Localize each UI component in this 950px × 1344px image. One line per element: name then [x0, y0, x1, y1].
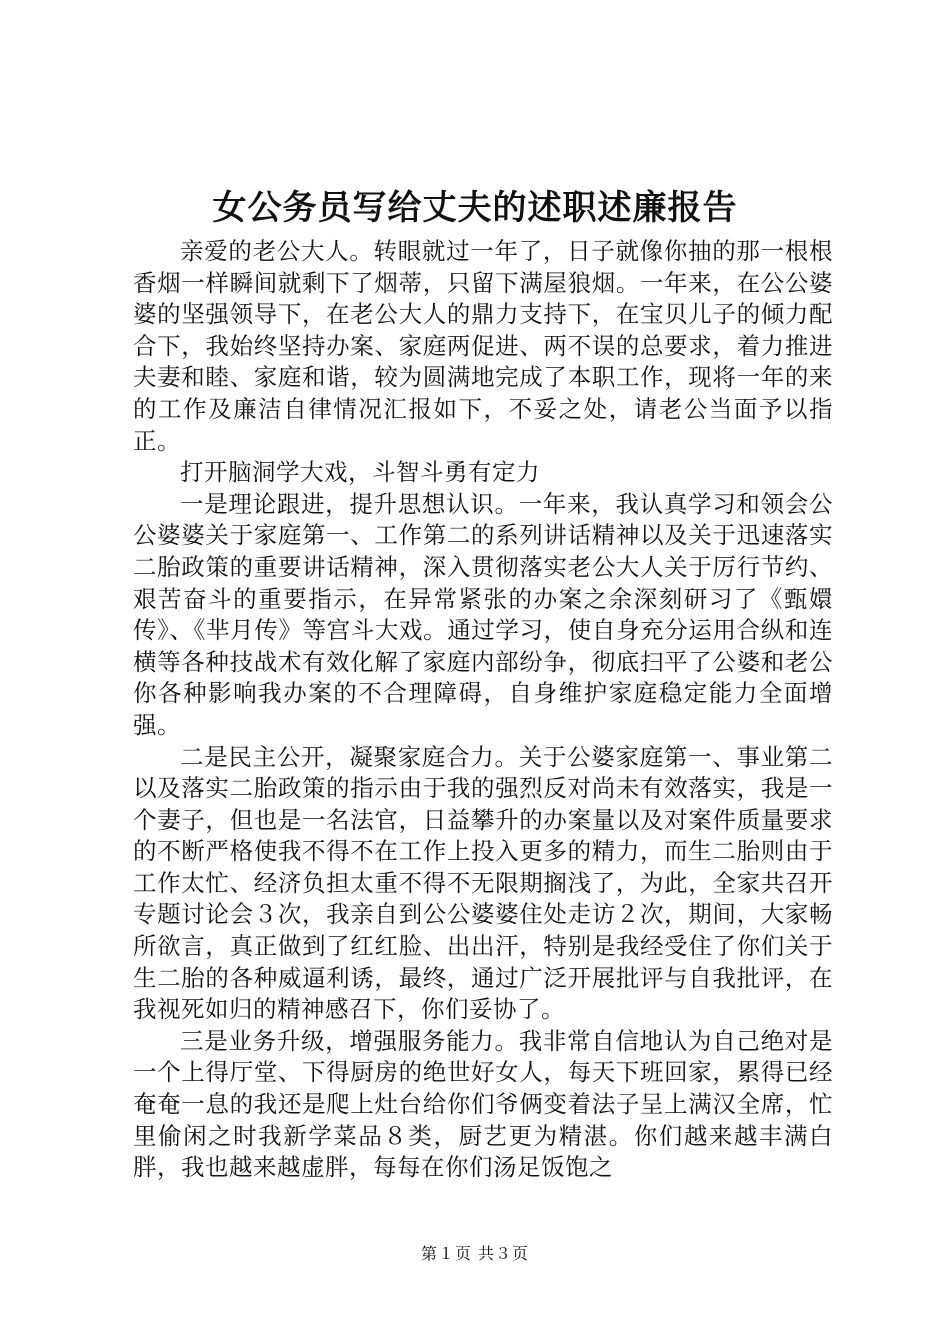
paragraph-service: 三是业务升级，增强服务能力。我非常自信地认为自己绝对是一个上得厅堂、下得厨房的绝世好女人，每天下班回家，累得已经奄奄一息的我还是爬上灶台给你们爷俩变着法子呈上满汉全席，忙里偷闲之时我新学菜品８类，厨艺更为精湛。你们越来越丰满白胖，我也越来越虚胖，每每在你们汤足饭饱之 [133, 1026, 833, 1182]
paragraph-theory: 一是理论跟进，提升思想认识。一年来，我认真学习和领会公公婆婆关于家庭第一、工作第二的系列讲话精神以及关于迅速落实二胎政策的重要讲话精神，深入贯彻落实老公大人关于厉行节约、艰苦奋斗的重要指示，在异常紧张的办案之余深刻研习了《甄嬛传》、《芈月传》等宫斗大戏。通过学习，使自身充分运用合纵和连横等各种技战术有效化解了家庭内部纷争，彻底扫平了公婆和老公你各种影响我办案的不合理障碍，自身维护家庭稳定能力全面增强。 [133, 489, 833, 739]
section-heading: 打开脑洞学大戏，斗智斗勇有定力 [180, 458, 540, 487]
document-body [133, 236, 833, 1184]
paragraph-intro: 亲爱的老公大人。转眼就过一年了，日子就像你抽的那一根根香烟一样瞬间就剩下了烟蒂，只留下满屋狼烟。一年来，在公公婆婆的坚强领导下，在老公大人的鼎力支持下，在宝贝儿子的倾力配合下，我始终坚持办案、家庭两促进、两不误的总要求，着力推进夫妻和睦、家庭和谐，较为圆满地完成了本职工作，现将一年的来的工作及廉洁自律情况汇报如下，不妥之处，请老公当面予以指正。 [133, 237, 833, 455]
document-title: 女公务员写给丈夫的述职述廉报告 [212, 188, 738, 228]
paragraph-democracy: 二是民主公开，凝聚家庭合力。关于公婆家庭第一、事业第二以及落实二胎政策的指示由于我的强烈反对尚未有效落实，我是一个妻子，但也是一名法官，日益攀升的办案量以及对案件质量要求的不断严格使我不得不在工作上投入更多的精力，而生二胎则由于工作太忙、经济负担太重不得不无限期搁浅了，为此，全家共召开专题讨论会３次，我亲自到公公婆婆住处走访２次，期间，大家畅所欲言，真正做到了红红脸、出出汗，特别是我经受住了你们关于生二胎的各种威逼利诱，最终，通过广泛开展批评与自我批评，在我视死如归的精神感召下，你们妥协了。 [133, 742, 833, 1024]
page-footer: 第１页 共３页 [420, 1244, 530, 1263]
